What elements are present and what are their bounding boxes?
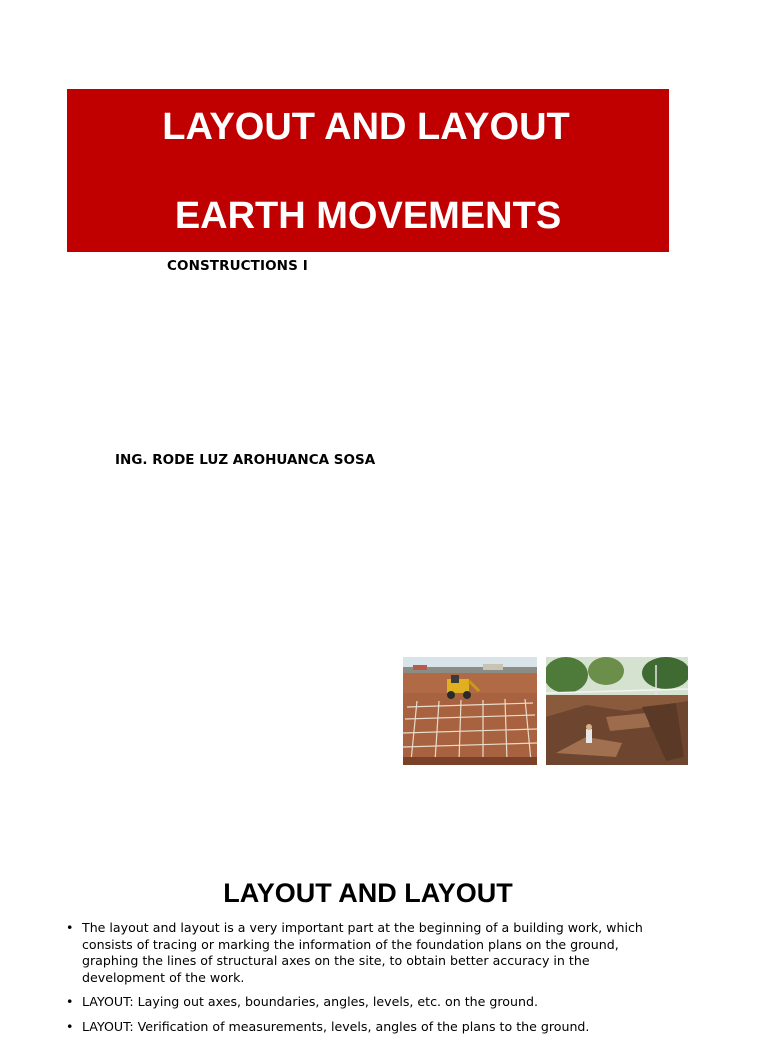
title-line-1: LAYOUT AND LAYOUT (162, 106, 570, 148)
bullet-icon: • (66, 994, 74, 1009)
bullet-text: LAYOUT: Verification of measurements, levels, angles of the plans to the ground. (82, 1018, 590, 1034)
bullet-icon: • (66, 1018, 74, 1034)
construction-site-photo (403, 657, 537, 765)
bullet-text: The layout and layout is a very important part at the beginning of a building work, which consists of tracing or marking the information of the foundation plans on the ground, graphing the lines of structural axes on the site, to obtain better accuracy in the development of the work. (82, 920, 643, 985)
title-banner (67, 89, 669, 252)
excavation-site-photo (546, 657, 688, 765)
bullet-item (66, 920, 666, 986)
bullet-text: LAYOUT: Laying out axes, boundaries, angles, levels, etc. on the ground. (82, 994, 538, 1009)
bullet-item (66, 994, 666, 1011)
author-name: ING. RODE LUZ AROHUANCA SOSA (115, 452, 376, 468)
course-subtitle: CONSTRUCTIONS I (167, 258, 308, 274)
bullet-item (66, 1019, 666, 1036)
title-line-2: EARTH MOVEMENTS (174, 195, 562, 237)
section-heading: LAYOUT AND LAYOUT (223, 878, 513, 908)
bullet-list (66, 920, 666, 1043)
bullet-icon: • (66, 920, 74, 935)
